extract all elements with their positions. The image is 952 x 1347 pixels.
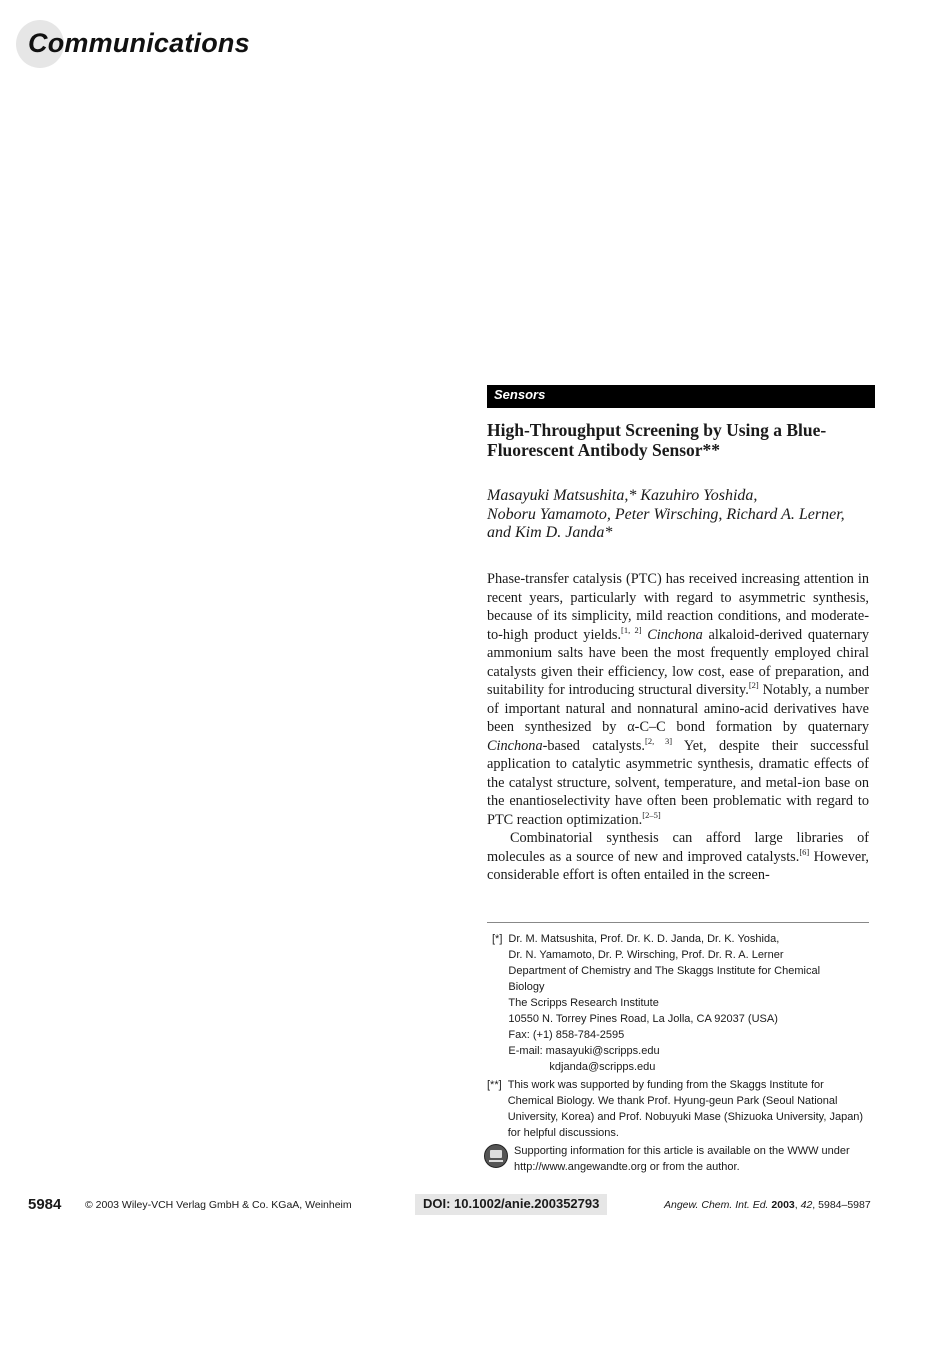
author-line: Noboru Yamamoto, Peter Wirsching, Richard A. Lerner,	[487, 505, 845, 523]
affiliation-footnote	[492, 931, 870, 1075]
paragraph: Phase-transfer catalysis (PTC) has received increasing attention in recent years, particularly with regard to asymmetric synthesis, because of its simplicity, mild reaction conditions, and moderate-to-high product yields.[1, 2] Cinchona alkaloid-derived quaternary ammonium salts have been the most frequently employed chiral catalysts given their efficiency, low cost, ease of preparation, and suitability for introducing structural diversity.[2] Notably, a number of important natural and nonnatural amino-acid derivatives have been synthesized by α-C–C bond formation by quaternary Cinchona-based catalysts.[2, 3] Yet, despite their successful application to catalytic asymmetric synthesis, dramatic effects of the catalyst structure, solvent, temperature, and metal-ion base on the enantioselectivity have often been problematic with regard to PTC reaction optimization.[2–5]	[487, 571, 869, 828]
section-label: Sensors	[494, 387, 546, 402]
page-number: 5984	[28, 1196, 62, 1213]
computer-icon	[484, 1144, 508, 1168]
journal-volume: 42	[800, 1199, 813, 1211]
footnote-mark: [**]	[487, 1079, 502, 1091]
paragraph: Combinatorial synthesis can afford large libraries of molecules as a source of new and improved catalysts.[6] However, considerable effort is often entailed in the screen-	[487, 830, 870, 883]
affiliation-line: Department of Chemistry and The Skaggs Institute for Chemical	[508, 965, 821, 977]
footnote-mark: [*]	[492, 933, 503, 945]
acknowledgment-footnote	[487, 1077, 870, 1141]
author-line: and Kim D. Janda*	[487, 524, 613, 541]
acknowledgment-text: This work was supported by funding from the Skaggs Institute for Chemical Biology. We thank Prof. Hyung-geun Park (Seoul National University, Korea) and Prof. Nobuyuki Mase (Shizuoka University, Japan) for helpful discussions.	[507, 1079, 864, 1139]
fax-line: Fax: (+1) 858-784-2595	[508, 1029, 625, 1041]
supporting-info-text: Supporting information for this article is available on the WWW under http://www.angewandte.org or from the author.	[514, 1145, 850, 1173]
citation: [2–5]	[642, 809, 661, 820]
affiliation-line: 10550 N. Torrey Pines Road, La Jolla, CA 92037 (USA)	[508, 1013, 778, 1025]
affiliation-line: Biology	[508, 981, 545, 993]
article-body	[487, 570, 869, 885]
journal-citation: Angew. Chem. Int. Ed. 2003, 42, 5984–5987	[664, 1199, 871, 1211]
footnote-divider	[487, 922, 869, 923]
affiliation-line: Dr. N. Yamamoto, Dr. P. Wirsching, Prof. Dr. R. A. Lerner	[508, 949, 784, 961]
article-title	[487, 421, 872, 460]
copyright: © 2003 Wiley-VCH Verlag GmbH & Co. KGaA, Weinheim	[85, 1199, 352, 1211]
email-line: E-mail: masayuki@scripps.edu	[508, 1045, 660, 1057]
email-line: kdjanda@scripps.edu	[549, 1061, 656, 1073]
journal-name: Angew. Chem. Int. Ed.	[664, 1199, 769, 1211]
author-line: Masayuki Matsushita,* Kazuhiro Yoshida,	[487, 487, 758, 504]
affiliation-line: The Scripps Research Institute	[508, 997, 659, 1009]
journal-pages: 5984–5987	[818, 1199, 871, 1211]
citation: [2]	[748, 680, 759, 691]
author-list	[487, 487, 872, 543]
citation: [1, 2]	[621, 624, 642, 635]
citation: [6]	[799, 846, 810, 857]
affiliation-line: Dr. M. Matsushita, Prof. Dr. K. D. Janda, Dr. K. Yoshida,	[508, 933, 780, 945]
doi: DOI: 10.1002/anie.200352793	[423, 1196, 600, 1211]
section-header: Communications	[28, 28, 250, 58]
journal-year: 2003	[771, 1199, 795, 1211]
supporting-info-footnote	[484, 1143, 870, 1175]
citation: [2, 3]	[645, 735, 673, 746]
title-line: Fluorescent Antibody Sensor**	[487, 439, 721, 460]
title-line: High-Throughput Screening by Using a Blue-	[487, 420, 827, 440]
